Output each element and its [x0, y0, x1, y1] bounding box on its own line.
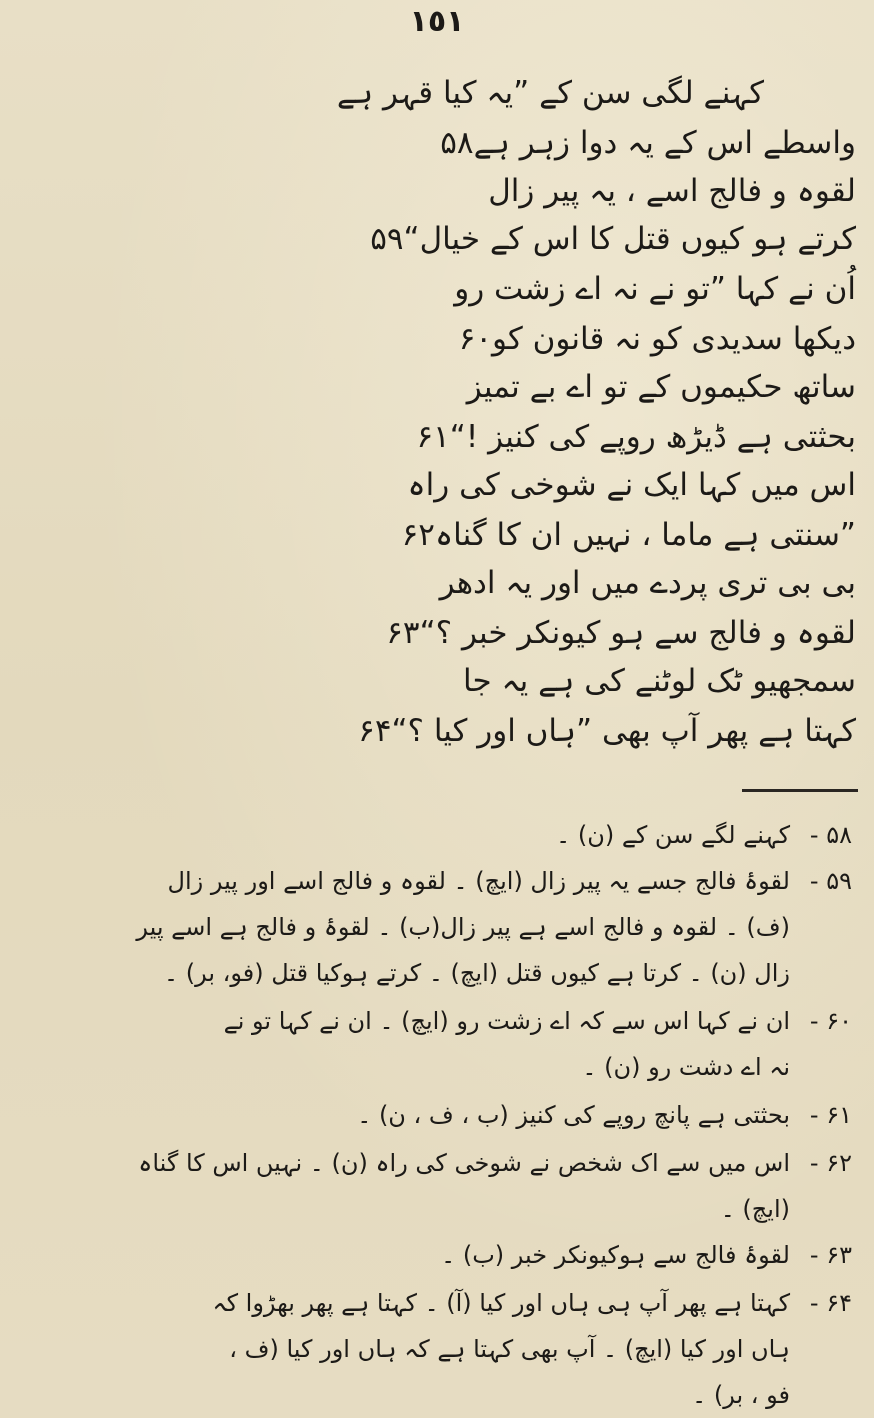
- footnote-text: اس میں سے اک شخص نے شوخی کی راہ (ن) ۔ نہیں اس کا گناہ: [138, 1149, 790, 1177]
- footnote-number: ۶۱ -: [809, 1101, 852, 1129]
- verse-line: کہتا ہے پھر آپ بھی ”ہاں اور کیا ؟“۶۴: [358, 713, 856, 749]
- verse-line: واسطے اس کے یہ دوا زہر ہے۵۸: [440, 125, 856, 161]
- verse-line: دیکھا سدیدی کو نہ قانون کو۶۰: [458, 321, 856, 357]
- footnote-text: فو ، بر) ۔: [692, 1381, 790, 1409]
- footnote-text: لقوۂ فالج جسے یہ پیر زال (ایچ) ۔ لقوہ و فالج اسے اور پیر زال: [167, 867, 790, 895]
- verse-line: ساتھ حکیموں کے تو اے بے تمیز: [466, 369, 856, 405]
- footnote-61: [32, 1092, 852, 1138]
- footnote-text: بحثتی ہے پانچ روپے کی کنیز (ب ، ف ، ن) ۔: [357, 1101, 790, 1129]
- footnote-text: کہنے لگے سن کے (ن) ۔: [556, 821, 790, 849]
- footnote-number: ۵۸ -: [809, 821, 852, 849]
- verse-line: کہنے لگی سن کے ”یہ کیا قہر ہے: [336, 75, 764, 111]
- verse-line: بی بی تری پردے میں اور یہ ادھر: [439, 565, 856, 601]
- footnote-64: [32, 1280, 852, 1418]
- footnote-text: ہاں اور کیا (ایچ) ۔ آپ بھی کہتا ہے کہ ہاں اور کیا (ف ،: [229, 1335, 790, 1363]
- footnote-text: لقوۂ فالج سے ہوکیونکر خبر (ب) ۔: [441, 1241, 790, 1269]
- footnote-number: ۵۹ -: [809, 867, 852, 895]
- footnote-divider: [742, 789, 858, 792]
- footnote-text: ان نے کہا اس سے کہ اے زشت رو (ایچ) ۔ ان نے کہا تو نے: [223, 1007, 790, 1035]
- footnote-number: ۶۳ -: [809, 1241, 852, 1269]
- verse-line: لقوہ و فالج سے ہو کیونکر خبر ؟“۶۳: [386, 615, 856, 651]
- footnote-text: نہ اے دشت رو (ن) ۔: [582, 1053, 790, 1081]
- footnote-62: [32, 1140, 852, 1232]
- verse-line: اس میں کہا ایک نے شوخی کی راہ: [407, 467, 856, 503]
- verse-line: بحثتی ہے ڈیڑھ روپے کی کنیز !“۶۱: [416, 419, 856, 455]
- page-number: ١٥١: [409, 4, 465, 39]
- verse-line: کرتے ہو کیوں قتل کا اس کے خیال“۵۹: [370, 221, 856, 257]
- verse-line: ”سنتی ہے ماما ، نہیں ان کا گناہ۶۲: [401, 517, 856, 553]
- footnote-number: ۶۲ -: [809, 1149, 852, 1177]
- footnote-text: کہتا ہے پھر آپ ہی ہاں اور کیا (آ) ۔ کہتا ہے پھر بھڑوا کہ: [212, 1289, 790, 1317]
- verse-line: سمجھیو ٹک لوٹنے کی ہے یہ جا: [463, 663, 856, 699]
- footnote-text: زال (ن) ۔ کرتا ہے کیوں قتل (ایچ) ۔ کرتے ہوکیا قتل (فو، بر) ۔: [164, 959, 790, 987]
- footnote-63: [32, 1232, 852, 1278]
- footnote-59: [32, 858, 852, 996]
- footnote-number: ۶۴ -: [809, 1289, 852, 1317]
- footnote-text: (ایچ) ۔: [720, 1195, 790, 1223]
- footnote-text: (ف) ۔ لقوہ و فالج اسے ہے پیر زال(ب) ۔ لقوۂ و فالج ہے اسے پیر: [136, 913, 790, 941]
- footnote-60: [32, 998, 852, 1090]
- footnote-58: [32, 812, 852, 858]
- footnote-number: ۶۰ -: [809, 1007, 852, 1035]
- verse-line: اُن نے کہا ”تو نے نہ اے زشت رو: [454, 271, 856, 307]
- verse-line: لقوہ و فالج اسے ، یہ پیر زال: [488, 173, 856, 209]
